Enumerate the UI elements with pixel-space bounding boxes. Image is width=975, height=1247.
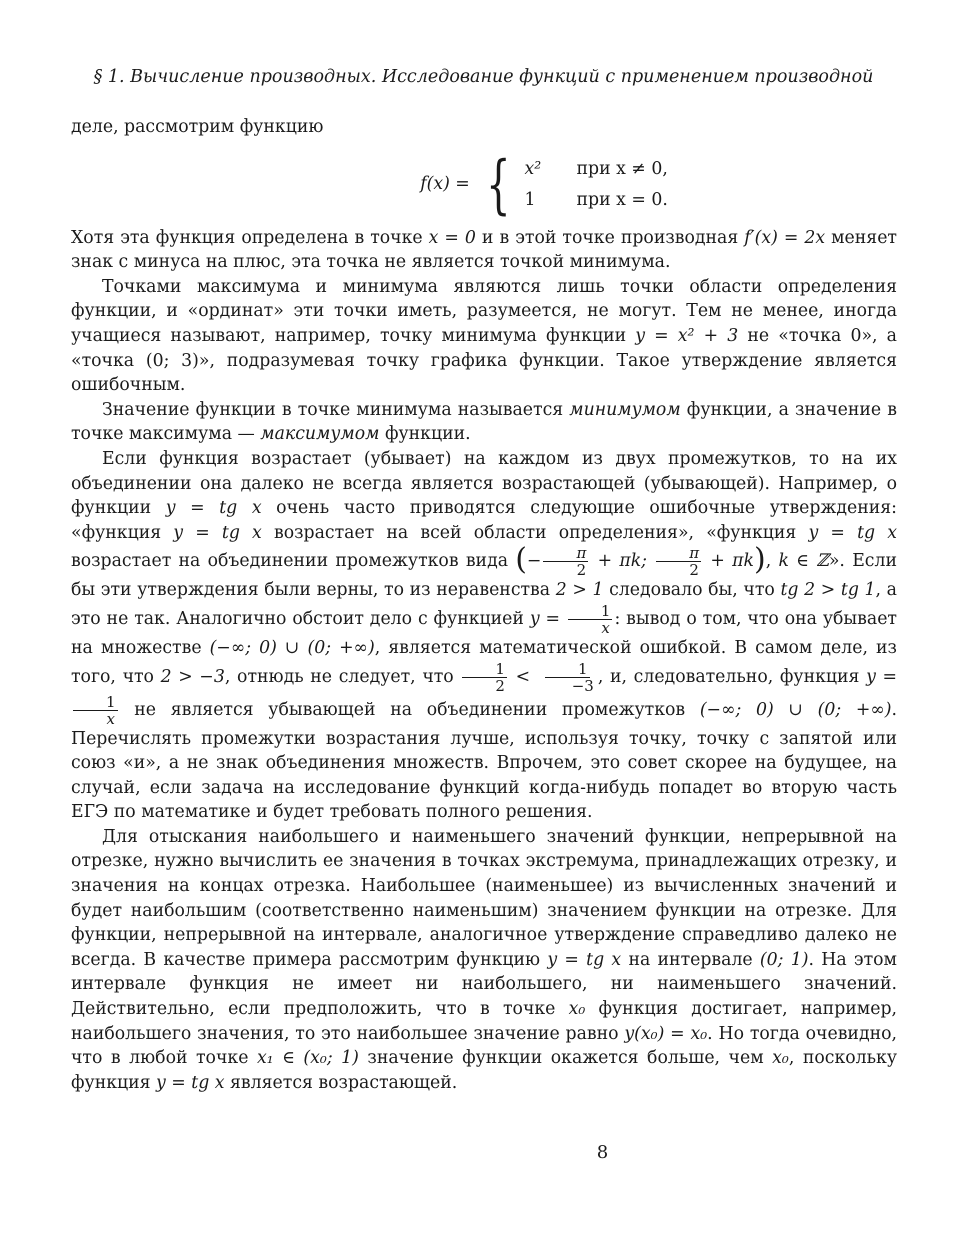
math: y = tg x [156, 1072, 225, 1093]
fraction-1-over-minus-3 [539, 661, 596, 694]
math: y = tg x [547, 949, 622, 970]
math: y = tg x [165, 498, 262, 519]
formula-lhs: f(x) = [420, 174, 470, 195]
math: y = [866, 666, 897, 687]
text: не является убывающей на объединении промежутков [119, 699, 700, 720]
text: меняет знак с минуса на плюс, эта точка не является точкой минимума. [71, 227, 897, 273]
text: возрастает на всей области определения», «функция [261, 522, 809, 543]
math: x = 0 [428, 227, 476, 248]
case-2-condition: при x = 0. [576, 189, 668, 210]
math: y = x² + 3 [635, 325, 739, 346]
paragraph-4 [71, 447, 897, 825]
text: : вывод о том, что она убывает на множестве [71, 608, 897, 658]
math: + πk [703, 551, 754, 572]
text: функции, а значение в точке максимума — [71, 399, 897, 445]
math: tg 2 > tg 1 [780, 580, 876, 601]
text: на интервале [621, 949, 760, 970]
text: Для отыскания наибольшего и наименьшего значений функции, непрерывной на отрезке, нужно вычислить ее значения в точках экстремума, принадлежащих отрезку, и значения на концах отрезка. Наибольшее (наименьшее) из вычисленных значений и будет наибольшим (соответственно наименьшим) значением функции на отрезке. Для функции, непрерывной на интервале, аналогичное утверждение справедливо далеко не всегда. В качестве примера рассмотрим функцию [71, 826, 897, 970]
text: , [765, 551, 779, 572]
left-brace-symbol: { [485, 147, 511, 222]
paragraph-5 [71, 825, 897, 1096]
text: Если функция возрастает (убывает) на каждом из двух промежутков, то на их объединении она далеко не всегда является возрастающей (убывающей). Например, о функции [71, 448, 897, 519]
math: x₁ ∈ (x₀; 1) [256, 1048, 359, 1069]
page-number: 8 [596, 1142, 609, 1163]
numerator: 1 [568, 603, 613, 620]
text: . Перечислять промежутки возрастания лучше, используя точку, точку с запятой или союз «и», а не знак объединения множеств. Впрочем, это совет скорее на будущее, на случай, если задача на исследование функций когда-нибудь попадет во вторую часть ЕГЭ по математике и будет требовать полного решения. [71, 699, 897, 823]
text: не «точка 0», а «точка (0; 3)», подразумевая точку графика функции. Такое утверждение является ошибочным. [71, 325, 897, 396]
big-paren: ( [515, 542, 527, 578]
math: 2 > 1 [555, 580, 604, 601]
denominator: 2 [689, 561, 699, 580]
text: . На этом интервале функция не имеет ни наибольшего, ни наименьшего значений. Действительно, если предположить, что в точке [71, 949, 897, 1020]
fraction-1-over-x [568, 603, 613, 636]
numerator: π [656, 545, 701, 562]
emphasis-term: минимумом [569, 399, 681, 420]
formula-case-2 [525, 185, 668, 216]
running-header: § 1. Вычисление производных. Исследование функций с применением производной [93, 67, 874, 87]
text: следовало бы, что [603, 580, 781, 601]
case-1-value: x² [524, 158, 542, 179]
numerator: 1 [73, 694, 118, 711]
paragraph-3 [71, 398, 897, 447]
math: (−∞; 0) ∪ (0; +∞) [699, 699, 892, 720]
fraction-pi-over-2 [656, 545, 701, 578]
numerator: 1 [462, 661, 507, 678]
math: f′(x) = 2x [744, 227, 826, 248]
math: y = tg x [808, 522, 897, 543]
text: функция достигает, например, наибольшего значения, то это наибольшее значение равно [71, 999, 898, 1044]
paragraph-1 [71, 226, 897, 275]
text: , является математической ошибкой. В самом деле, из того, что [71, 637, 897, 687]
text: ». Если бы эти утверждения были верны, то из неравенства [71, 551, 897, 601]
text: , отнюдь не следует, что [224, 666, 461, 687]
text: , а это не так. Аналогично обстоит дело с функцией [71, 580, 897, 629]
math: 2 > −3 [160, 666, 225, 687]
math: < [508, 666, 537, 687]
text: Значение функции в точке минимума называется [102, 399, 570, 420]
math: k ∈ ℤ [778, 551, 829, 572]
text: и в этой точке производная [475, 227, 745, 248]
math: y = tg x [173, 522, 262, 543]
numerator: π [543, 545, 588, 562]
denominator: x [106, 709, 115, 728]
denominator: x [601, 618, 610, 637]
math: (0; 1) [759, 949, 809, 970]
text: , и, следовательно, функция [597, 666, 867, 687]
math: y(x₀) = x₀ [624, 1023, 708, 1044]
denominator: 2 [495, 676, 505, 695]
page-body [71, 115, 897, 1095]
numerator: 1 [545, 661, 590, 678]
paragraph-2 [71, 275, 897, 398]
formula-cases [525, 154, 668, 216]
case-2-value: 1 [524, 189, 536, 210]
piecewise-formula [71, 148, 897, 222]
text: значение функции окажется больше, чем [358, 1048, 773, 1069]
fraction-pi-over-2 [543, 545, 588, 578]
math: x₀ [772, 1048, 789, 1069]
case-1-condition: при x ≠ 0, [576, 158, 668, 179]
denominator: −3 [571, 676, 594, 695]
math: x₀ [568, 999, 586, 1020]
fraction-1-over-2 [462, 661, 507, 694]
formula-case-1 [525, 154, 668, 185]
emphasis-term: максимумом [260, 424, 380, 445]
math: − [527, 551, 542, 572]
intro-line: деле, рассмотрим функцию [71, 117, 324, 137]
text: возрастает на объединении промежутков вида [71, 551, 516, 572]
math: y = [529, 608, 566, 629]
text: является возрастающей. [224, 1072, 458, 1093]
fraction-1-over-x [73, 694, 118, 727]
math: (−∞; 0) ∪ (0; +∞) [209, 637, 375, 658]
text: . Но тогда очевидно, что в любой точке [71, 1023, 897, 1069]
math: + πk; [590, 551, 655, 572]
big-paren: ) [753, 542, 766, 578]
text: Хотя эта функция определена в точке [71, 227, 429, 248]
text: очень часто приводятся следующие ошибочные утверждения: «функция [71, 498, 897, 543]
denominator: 2 [576, 561, 587, 580]
text: , поскольку функция [71, 1048, 898, 1093]
text: функции. [379, 424, 471, 445]
text: Точками максимума и минимума являются лишь точки области определения функции, и «ординат» эти точки иметь, разумеется, не могут. Тем не менее, иногда учащиеся называют, например, точку минимума функции [71, 276, 897, 346]
